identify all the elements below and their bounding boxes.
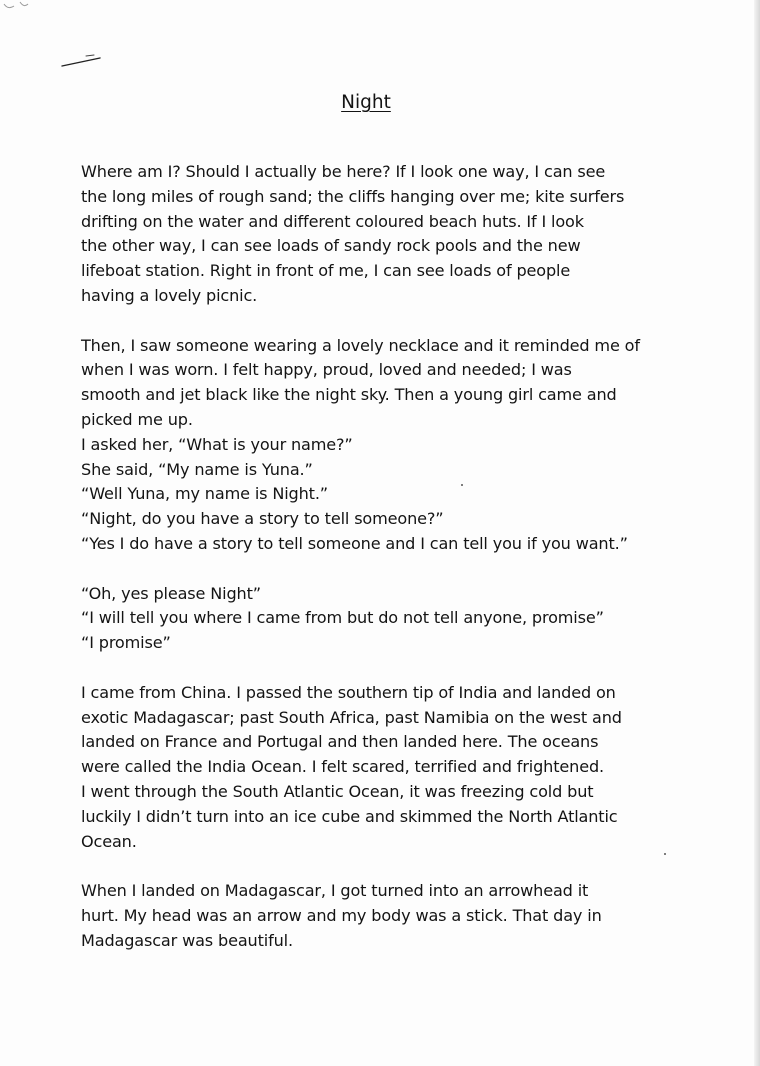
corner-scribble-icon [0, 0, 40, 22]
text-line: exotic Madagascar; past South Africa, past Namibia on the west and [81, 707, 622, 727]
scan-speck [461, 484, 463, 486]
text-line: drifting on the water and different coloured beach huts. If I look [81, 211, 584, 231]
text-line: were called the India Ocean. I felt scared, terrified and frightened. [81, 757, 604, 777]
page-title: Night [341, 92, 391, 113]
paragraph-2 [81, 334, 721, 557]
dialogue-line: “Yes I do have a story to tell someone and I can tell you if you want.” [81, 533, 628, 553]
text-line: landed on France and Portugal and then landed here. The oceans [81, 732, 599, 752]
dialogue-line: “Oh, yes please Night” [81, 583, 261, 603]
story-body [81, 160, 721, 954]
page-edge-shadow [754, 0, 760, 1066]
dialogue-line: I asked her, “What is your name?” [81, 434, 353, 454]
paragraph-4 [81, 681, 721, 855]
text-line: I went through the South Atlantic Ocean, it was freezing cold but [81, 781, 594, 801]
paragraph-3 [81, 582, 721, 656]
dialogue-line: “Night, do you have a story to tell someone?” [81, 509, 444, 529]
text-line: when I was worn. I felt happy, proud, loved and needed; I was [81, 360, 572, 380]
text-line: having a lovely picnic. [81, 285, 258, 305]
text-line: Then, I saw someone wearing a lovely necklace and it reminded me of [81, 335, 640, 355]
text-line: When I landed on Madagascar, I got turned into an arrowhead it [81, 881, 589, 901]
text-line: the other way, I can see loads of sandy rock pools and the new [81, 236, 581, 256]
text-line: I came from China. I passed the southern tip of India and landed on [81, 682, 616, 702]
paragraph-1 [81, 160, 721, 309]
dialogue-line: She said, “My name is Yuna.” [81, 459, 313, 479]
text-line: luckily I didn’t turn into an ice cube and skimmed the North Atlantic [81, 806, 618, 826]
text-line: Ocean. [81, 831, 137, 851]
dialogue-line: “Well Yuna, my name is Night.” [81, 484, 328, 504]
text-line: smooth and jet black like the night sky. Then a young girl came and [81, 385, 617, 405]
text-line: lifeboat station. Right in front of me, I can see loads of people [81, 261, 571, 281]
text-line: Madagascar was beautiful. [81, 930, 293, 950]
pen-stroke-icon [60, 54, 104, 70]
text-line: the long miles of rough sand; the cliffs hanging over me; kite surfers [81, 186, 625, 206]
dialogue-line: “I will tell you where I came from but do not tell anyone, promise” [81, 608, 604, 628]
text-line: Where am I? Should I actually be here? If I look one way, I can see [81, 162, 606, 181]
text-line: hurt. My head was an arrow and my body was a stick. That day in [81, 905, 602, 925]
dialogue-line: “I promise” [81, 633, 171, 653]
scan-speck [664, 853, 666, 855]
paragraph-5 [81, 879, 721, 953]
text-line: picked me up. [81, 409, 193, 429]
